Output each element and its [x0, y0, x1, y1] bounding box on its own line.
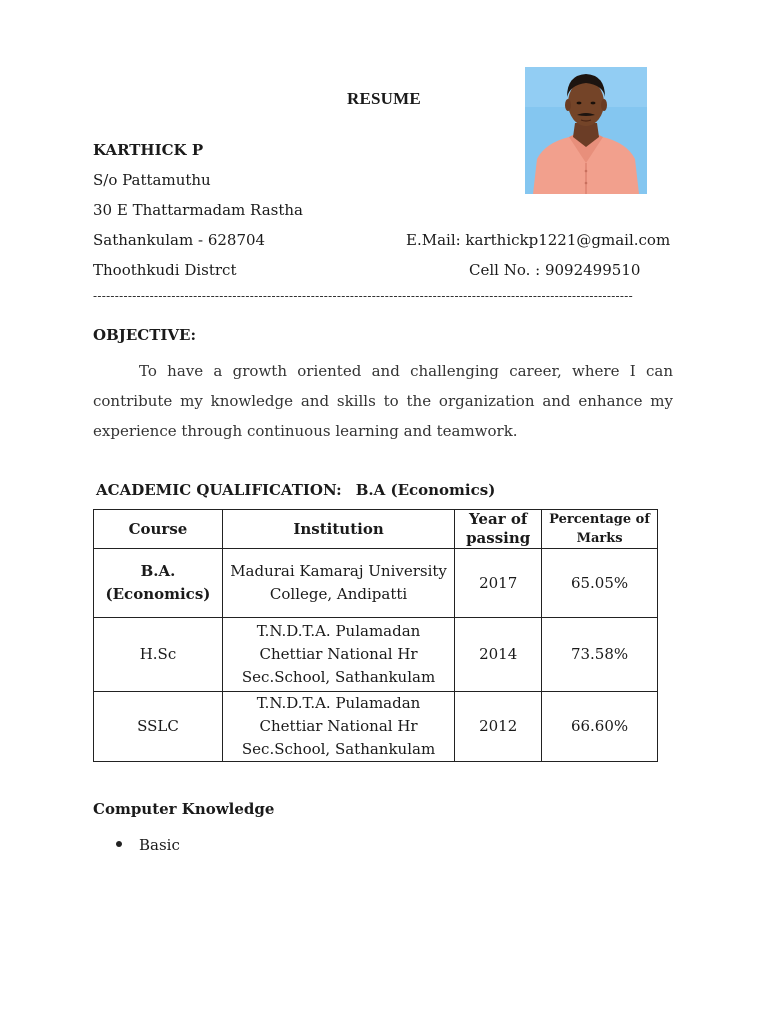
cell-number: Cell No. : 9092499510 [469, 261, 641, 279]
academic-degree: B.A (Economics) [355, 481, 496, 499]
cell-percentage: 65.05% [542, 549, 658, 618]
cell-year: 2017 [455, 549, 542, 618]
address-town: Sathankulam - 628704 [93, 231, 266, 249]
academic-heading [96, 481, 495, 499]
bullet-icon [116, 841, 122, 847]
address-street: 30 E Thattarmadam Rastha [93, 201, 303, 219]
table-row [94, 549, 658, 618]
document-title: RESUME [347, 89, 421, 108]
cell-institution: Madurai Kamaraj University College, Andipatti [222, 549, 454, 618]
computer-knowledge-heading: Computer Knowledge [93, 800, 275, 818]
list-item [116, 836, 180, 854]
qualification-table [93, 509, 658, 762]
cell-institution: T.N.D.T.A. Pulamadan Chettiar National Hr Sec.School, Sathankulam [222, 692, 454, 762]
cell-year: 2014 [455, 618, 542, 692]
cell-institution: T.N.D.T.A. Pulamadan Chettiar National Hr Sec.School, Sathankulam [222, 618, 454, 692]
table-header-row [94, 510, 658, 549]
cell-percentage: 66.60% [542, 692, 658, 762]
table-row [94, 692, 658, 762]
cell-course: H.Sc [94, 618, 223, 692]
column-header-year: Year of passing [455, 510, 542, 549]
applicant-name: KARTHICK P [93, 141, 204, 159]
profile-photo [525, 67, 647, 194]
academic-heading-label: ACADEMIC QUALIFICATION: [96, 481, 342, 499]
cell-percentage: 73.58% [542, 618, 658, 692]
column-header-percentage: Percentage of Marks [542, 510, 658, 549]
cell-year: 2012 [455, 692, 542, 762]
cell-course: SSLC [94, 692, 223, 762]
email-address: E.Mail: karthickp1221@gmail.com [406, 231, 671, 249]
objective-text: To have a growth oriented and challenging career, where I can contribute my knowledge and skills to the organization and enhance my experience through continuous learning and teamwork. [93, 362, 673, 440]
parent-name: S/o Pattamuthu [93, 171, 211, 189]
list-item-label: Basic [139, 836, 180, 854]
objective-heading: OBJECTIVE: [93, 326, 197, 344]
cell-course: B.A. (Economics) [94, 549, 223, 618]
column-header-course: Course [94, 510, 223, 549]
column-header-institution: Institution [222, 510, 454, 549]
address-district: Thoothkudi Distrct [93, 261, 237, 279]
table-row [94, 618, 658, 692]
separator-line: ---------------------------------------------------------------------------------------------------------------------------- [93, 289, 633, 303]
